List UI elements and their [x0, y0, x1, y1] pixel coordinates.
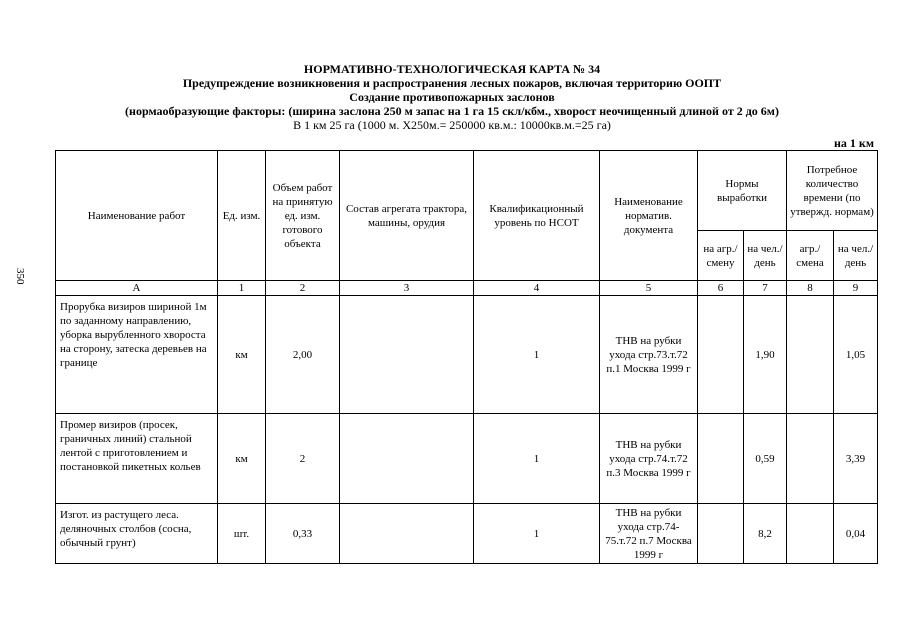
- output-day-cell: 0,59: [744, 414, 787, 504]
- output-day-cell: 8,2: [744, 504, 787, 564]
- page-number: 350: [14, 268, 26, 285]
- header-qualification: Квалификационный уровень по НСОТ: [474, 151, 600, 281]
- work-name-cell: Изгот. из растущего леса. деляночных столбов (сосна, обычный грунт): [56, 504, 218, 564]
- column-index: 9: [834, 281, 878, 296]
- unit-note: на 1 км: [833, 136, 874, 150]
- header-time-per-shift: агр./ смена: [787, 231, 834, 281]
- time-shift-cell: [787, 414, 834, 504]
- qualification-cell: 1: [474, 504, 600, 564]
- time-day-cell: 1,05: [834, 296, 878, 414]
- column-index: 2: [266, 281, 340, 296]
- time-day-cell: 0,04: [834, 504, 878, 564]
- column-index: 8: [787, 281, 834, 296]
- time-shift-cell: [787, 296, 834, 414]
- qualification-cell: 1: [474, 296, 600, 414]
- volume-cell: 0,33: [266, 504, 340, 564]
- header-volume: Объем работ на принятую ед. изм. готового объекта: [266, 151, 340, 281]
- header-output-per-shift: на агр./ смену: [698, 231, 744, 281]
- column-index: 6: [698, 281, 744, 296]
- time-shift-cell: [787, 504, 834, 564]
- document-cell: ТНВ на рубки ухода стр.73.т.72 п.1 Москва 1999 г: [600, 296, 698, 414]
- document-cell: ТНВ на рубки ухода стр.74.т.72 п.3 Москва 1999 г: [600, 414, 698, 504]
- qualification-cell: 1: [474, 414, 600, 504]
- header-time-per-day: на чел./ день: [834, 231, 878, 281]
- document-cell: ТНВ на рубки ухода стр.74-75.т.72 п.7 Москва 1999 г: [600, 504, 698, 564]
- output-shift-cell: [698, 296, 744, 414]
- work-name-cell: Прорубка визиров шириной 1м по заданному направлению, уборка вырубленного хвороста на сторону, затеска деревьев на границе: [56, 296, 218, 414]
- header-unit: Ед. изм.: [218, 151, 266, 281]
- work-name-cell: Промер визиров (просек, граничных линий) стальной лентой с приготовлением и постановкой пикетных кольев: [56, 414, 218, 504]
- card-topic: Создание противопожарных заслонов: [349, 90, 555, 104]
- card-subtitle: Предупреждение возникновения и распространения лесных пожаров, включая территорию ООПТ: [182, 76, 722, 90]
- column-index: 5: [600, 281, 698, 296]
- composition-cell: [340, 296, 474, 414]
- header-output-per-day: на чел./ день: [744, 231, 787, 281]
- header-work-name: Наименование работ: [56, 151, 218, 281]
- column-index: А: [56, 281, 218, 296]
- column-index: 7: [744, 281, 787, 296]
- composition-cell: [340, 414, 474, 504]
- norms-table: [55, 150, 878, 564]
- column-index-row: [56, 281, 878, 296]
- header-document: Наименование норматив. документа: [600, 151, 698, 281]
- column-index: 1: [218, 281, 266, 296]
- volume-cell: 2,00: [266, 296, 340, 414]
- time-day-cell: 3,39: [834, 414, 878, 504]
- output-day-cell: 1,90: [744, 296, 787, 414]
- column-index: 4: [474, 281, 600, 296]
- output-shift-cell: [698, 414, 744, 504]
- header-row: [56, 151, 878, 231]
- column-index: 3: [340, 281, 474, 296]
- norm-factors: (нормаобразующие факторы: (ширина заслона 250 м запас на 1 га 15 скл/кбм., хворост неочищенный длиной от 2 до 6м): [125, 104, 779, 118]
- card-title: НОРМАТИВНО-ТЕХНОЛОГИЧЕСКАЯ КАРТА № 34: [303, 62, 601, 76]
- unit-cell: шт.: [218, 504, 266, 564]
- table-row: [56, 414, 878, 504]
- unit-cell: км: [218, 296, 266, 414]
- header-composition: Состав агрегата трактора, машины, орудия: [340, 151, 474, 281]
- table-row: [56, 504, 878, 564]
- header-output-norms: Нормы выработки: [698, 151, 787, 231]
- unit-cell: км: [218, 414, 266, 504]
- document-header: [0, 62, 904, 132]
- output-shift-cell: [698, 504, 744, 564]
- area-calculation: В 1 км 25 га (1000 м. Х250м.= 250000 кв.м.: 10000кв.м.=25 га): [293, 118, 611, 132]
- composition-cell: [340, 504, 474, 564]
- header-time-required: Потребное количество времени (по утвержд. нормам): [787, 151, 878, 231]
- table-row: [56, 296, 878, 414]
- volume-cell: 2: [266, 414, 340, 504]
